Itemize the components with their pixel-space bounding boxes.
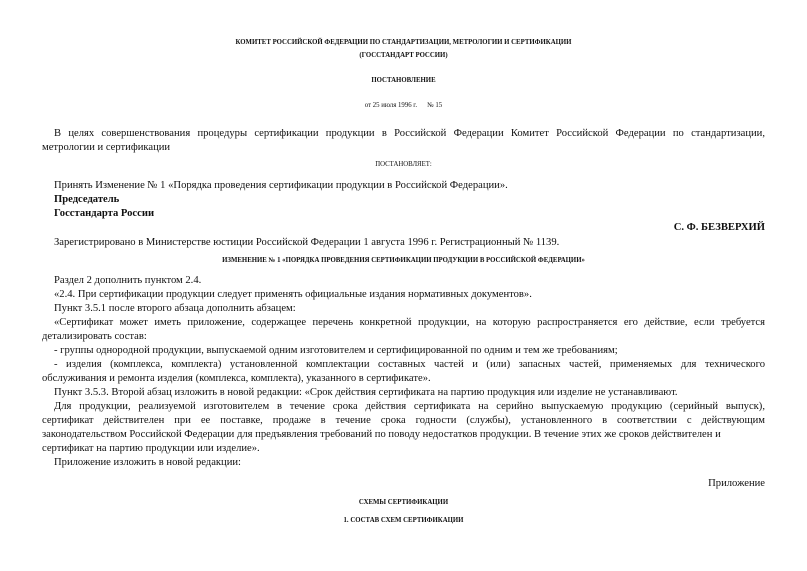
signatory-name: С. Ф. БЕЗВЕРХИЙ bbox=[673, 222, 765, 233]
body-line: детализировать состав: bbox=[42, 331, 147, 342]
registration-note: Зарегистрировано в Министерстве юстиции Российской Федерации 1 августа 1996 г. Регистрационный № 1139. bbox=[54, 237, 560, 248]
body-line: «2.4. При сертификации продукции следует применять официальные издания нормативных документов». bbox=[54, 289, 532, 300]
body-line: - группы однородной продукции, выпускаемой одним изготовителем и сертифицированной по одним и тем же требованиям; bbox=[54, 345, 618, 356]
body-line: Пункт 3.5.1 после второго абзаца дополнить абзацем: bbox=[54, 303, 296, 314]
signatory-role: Председатель bbox=[54, 194, 120, 205]
body-line: сертификат на партию продукции или изделие». bbox=[42, 443, 260, 454]
body-line: Приложение изложить в новой редакции: bbox=[54, 457, 241, 468]
body-line: - изделия (комплекса, комплекта) установленной комплектации составных частей и (или) запасных частей, применяемых для технического bbox=[54, 359, 765, 370]
amendment-title: ИЗМЕНЕНИЕ № 1 «ПОРЯДКА ПРОВЕДЕНИЯ СЕРТИФИКАЦИИ ПРОДУКЦИИ В РОССИЙСКОЙ ФЕДЕРАЦИИ» bbox=[222, 257, 585, 264]
appendix-label: Приложение bbox=[708, 478, 765, 489]
body-line: «Сертификат может иметь приложение, содержащее перечень конкретной продукции, на которую распространяется его действие, если требуется bbox=[54, 317, 765, 328]
date-and-number: от 25 июля 1996 г. № 15 bbox=[364, 102, 443, 109]
body-line: Для продукции, реализуемой изготовителем в течение срока действия сертификата на серийно выпускаемую продукцию (серийный выпуск), bbox=[54, 401, 765, 412]
preamble-line-2: метрологии и сертификации bbox=[42, 142, 171, 153]
committee-heading: КОМИТЕТ РОССИЙСКОЙ ФЕДЕРАЦИИ ПО СТАНДАРТИЗАЦИИ, МЕТРОЛОГИИ И СЕРТИФИКАЦИИ bbox=[235, 39, 572, 46]
preamble-line-1: В целях совершенствования процедуры сертификации продукции в Российской Федерации Комитет Российской Федерации по стандартизации, bbox=[54, 128, 765, 139]
section-title: 1. СОСТАВ СХЕМ СЕРТИФИКАЦИИ bbox=[343, 517, 464, 524]
accept-change-text: Принять Изменение № 1 «Порядка проведения сертификации продукции в Российской Федерации». bbox=[54, 180, 508, 191]
signatory-organization: Госстандарта России bbox=[54, 208, 155, 219]
committee-abbreviation: (ГОССТАНДАРТ РОССИИ) bbox=[359, 52, 448, 59]
body-line: Раздел 2 дополнить пунктом 2.4. bbox=[54, 275, 202, 286]
schemes-title: СХЕМЫ СЕРТИФИКАЦИИ bbox=[358, 499, 449, 506]
body-line: законодательством Российской Федерации для предъявления требований по поводу недостатков продукции. В течение этих же сроков действителен и bbox=[42, 429, 721, 440]
body-line: Пункт 3.5.3. Второй абзац изложить в новой редакции: «Срок действия сертификата на партию продукция или изделие не устанавливают. bbox=[54, 387, 678, 398]
resolves-heading: ПОСТАНОВЛЯЕТ: bbox=[375, 161, 432, 168]
body-line: сертификат действителен при ее поставке, продаже в течение срока годности (службы), установленного в соответствии с действующим bbox=[42, 415, 765, 426]
document-type: ПОСТАНОВЛЕНИЕ bbox=[371, 77, 436, 84]
body-line: обслуживания и ремонта изделия (комплекса, комплекта), указанного в сертификате». bbox=[42, 373, 431, 384]
